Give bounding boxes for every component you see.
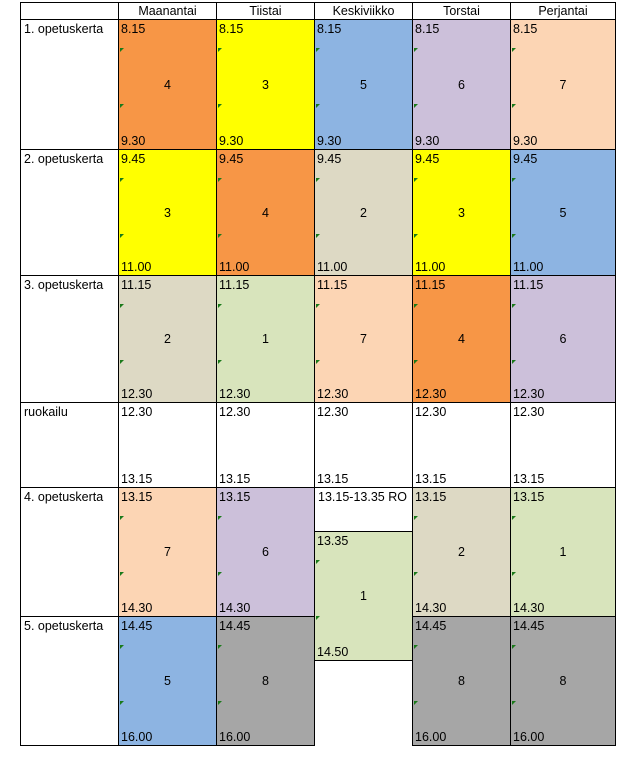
comment-marker-icon (218, 104, 222, 108)
slot-end-time: 16.00 (415, 730, 447, 744)
slot-start-time: 11.15 (121, 278, 152, 292)
slot-start-time: 13.15 (219, 490, 251, 504)
slot-fri-3 (510, 275, 616, 403)
comment-marker-icon (218, 48, 222, 52)
header-day-monday: Maanantai (118, 2, 217, 20)
comment-marker-icon (218, 178, 222, 182)
slot-tue-1 (216, 19, 315, 150)
slot-fri-lunch (510, 402, 616, 488)
comment-marker-icon (218, 645, 222, 649)
slot-group-number: 6 (458, 77, 465, 92)
slot-group-number: 7 (559, 77, 567, 92)
slot-end-time: 16.00 (219, 730, 251, 744)
slot-thu-4 (412, 487, 511, 617)
slot-end-time: 14.30 (121, 601, 153, 615)
slot-end-time: 16.00 (121, 730, 153, 744)
slot-start-time: 13.35 (317, 534, 349, 548)
slot-end-time: 9.30 (317, 134, 342, 148)
slot-start-time: 9.45 (219, 152, 244, 166)
comment-marker-icon (120, 234, 124, 238)
slot-end-time: 9.30 (219, 134, 244, 148)
slot-fri-5 (510, 616, 616, 746)
slot-tue-4 (216, 487, 315, 617)
slot-group-number: 6 (262, 545, 269, 559)
slot-end-time: 12.30 (415, 387, 447, 401)
slot-start-time: 8.15 (317, 22, 342, 36)
slot-end-time: 13.15 (513, 472, 545, 486)
comment-marker-icon (120, 304, 124, 308)
comment-marker-icon (512, 178, 516, 182)
comment-marker-icon (218, 701, 222, 705)
comment-marker-icon (316, 48, 320, 52)
slot-group-number: 2 (164, 332, 171, 346)
slot-mon-3 (118, 275, 217, 403)
header-day-thursday: Torstai (412, 2, 511, 20)
slot-group-number: 8 (458, 674, 465, 688)
slot-mon-2 (118, 149, 217, 276)
slot-group-number: 2 (360, 205, 367, 220)
slot-end-time: 13.15 (415, 472, 447, 486)
comment-marker-icon (414, 178, 418, 182)
header-day-tuesday: Tiistai (216, 2, 315, 20)
row-label-1: 1. opetuskerta (20, 19, 119, 150)
slot-start-time: 14.45 (219, 619, 251, 633)
comment-marker-icon (512, 48, 516, 52)
slot-thu-1 (412, 19, 511, 150)
comment-marker-icon (512, 572, 516, 576)
row-label-5: 5. opetuskerta (20, 616, 119, 746)
comment-marker-icon (414, 516, 418, 520)
slot-end-time: 13.15 (317, 472, 349, 486)
slot-start-time: 11.15 (513, 278, 544, 292)
slot-group-number: 5 (360, 77, 367, 92)
comment-marker-icon (512, 516, 516, 520)
row-label-2: 2. opetuskerta (20, 149, 119, 276)
slot-group-number: 7 (360, 332, 367, 346)
header-day-friday: Perjantai (510, 2, 616, 20)
comment-marker-icon (512, 304, 516, 308)
slot-start-time: 8.15 (513, 22, 538, 36)
slot-start-time: 8.15 (219, 22, 244, 36)
slot-start-time: 9.45 (513, 152, 538, 166)
slot-end-time: 11.00 (219, 260, 250, 274)
slot-start-time: 13.15 (513, 490, 545, 504)
slot-fri-4 (510, 487, 616, 617)
slot-tue-3 (216, 275, 315, 403)
slot-group-number: 4 (262, 205, 269, 220)
row-label-lunch: ruokailu (20, 402, 119, 488)
slot-end-time: 9.30 (513, 134, 538, 148)
slot-end-time: 14.50 (317, 645, 349, 659)
slot-start-time: 12.30 (121, 405, 153, 419)
slot-group-number: 1 (559, 545, 567, 559)
slot-start-time: 9.45 (415, 152, 440, 166)
slot-group-number: 3 (262, 77, 269, 92)
comment-marker-icon (120, 360, 124, 364)
comment-marker-icon (120, 701, 124, 705)
row-label-4: 4. opetuskerta (20, 487, 119, 617)
slot-end-time: 11.00 (415, 260, 446, 274)
comment-marker-icon (512, 360, 516, 364)
slot-end-time: 14.30 (219, 601, 251, 615)
comment-marker-icon (512, 234, 516, 238)
comment-marker-icon (414, 360, 418, 364)
slot-end-time: 14.30 (513, 601, 545, 615)
slot-wed-4 (314, 531, 413, 661)
slot-group-number: 5 (164, 674, 171, 688)
slot-tue-2 (216, 149, 315, 276)
slot-group-number: 1 (360, 589, 367, 603)
slot-start-time: 13.15 (121, 490, 153, 504)
slot-start-time: 14.45 (513, 619, 545, 633)
slot-end-time: 11.00 (317, 260, 348, 274)
comment-marker-icon (414, 104, 418, 108)
header-day-wednesday: Keskiviikko (314, 2, 413, 20)
slot-start-time: 11.15 (415, 278, 446, 292)
comment-marker-icon (414, 645, 418, 649)
slot-wed-3 (314, 275, 413, 403)
comment-marker-icon (316, 560, 320, 564)
slot-start-time: 9.45 (121, 152, 146, 166)
slot-group-number: 7 (164, 545, 171, 559)
slot-mon-5 (118, 616, 217, 746)
slot-start-time: 13.15 (415, 490, 447, 504)
slot-end-time: 13.15 (121, 472, 153, 486)
slot-end-time: 9.30 (121, 134, 146, 148)
slot-end-time: 11.00 (513, 260, 544, 274)
slot-end-time: 12.30 (121, 387, 153, 401)
slot-end-time: 13.15 (219, 472, 251, 486)
comment-marker-icon (218, 360, 222, 364)
slot-end-time: 12.30 (317, 387, 349, 401)
slot-group-number: 1 (262, 332, 269, 346)
comment-marker-icon (120, 48, 124, 52)
slot-end-time: 12.30 (513, 387, 545, 401)
slot-group-number: 6 (559, 332, 567, 346)
comment-marker-icon (218, 516, 222, 520)
comment-marker-icon (316, 234, 320, 238)
slot-thu-lunch (412, 402, 511, 488)
slot-wed-lunch (314, 402, 413, 488)
slot-group-number: 4 (164, 77, 171, 92)
comment-marker-icon (120, 572, 124, 576)
slot-wed-1 (314, 19, 413, 150)
comment-marker-icon (512, 104, 516, 108)
slot-thu-5 (412, 616, 511, 746)
slot-start-time: 8.15 (415, 22, 440, 36)
slot-start-time: 12.30 (513, 405, 545, 419)
slot-group-number: 3 (164, 205, 171, 220)
slot-group-number: 4 (458, 332, 465, 346)
comment-marker-icon (414, 304, 418, 308)
comment-marker-icon (218, 304, 222, 308)
comment-marker-icon (120, 516, 124, 520)
slot-start-time: 12.30 (415, 405, 447, 419)
comment-marker-icon (414, 701, 418, 705)
slot-start-time: 14.45 (121, 619, 153, 633)
slot-group-number: 5 (559, 205, 567, 220)
slot-fri-2 (510, 149, 616, 276)
slot-group-number: 8 (559, 674, 567, 688)
row-label-3: 3. opetuskerta (20, 275, 119, 403)
slot-end-time: 16.00 (513, 730, 545, 744)
slot-wed-2 (314, 149, 413, 276)
comment-marker-icon (120, 178, 124, 182)
comment-marker-icon (316, 360, 320, 364)
comment-marker-icon (316, 616, 320, 620)
comment-marker-icon (414, 48, 418, 52)
header-corner (20, 2, 119, 20)
slot-thu-2 (412, 149, 511, 276)
slot-end-time: 14.30 (415, 601, 447, 615)
comment-marker-icon (316, 178, 320, 182)
slot-start-time: 14.45 (415, 619, 447, 633)
slot-start-time: 11.15 (317, 278, 348, 292)
comment-marker-icon (512, 645, 516, 649)
slot-fri-1 (510, 19, 616, 150)
comment-marker-icon (414, 234, 418, 238)
wednesday-break-note: 13.15-13.35 RO (314, 487, 413, 532)
slot-start-time: 11.15 (219, 278, 250, 292)
comment-marker-icon (120, 645, 124, 649)
slot-group-number: 3 (458, 205, 465, 220)
slot-start-time: 9.45 (317, 152, 342, 166)
slot-end-time: 12.30 (219, 387, 251, 401)
slot-mon-4 (118, 487, 217, 617)
slot-start-time: 8.15 (121, 22, 146, 36)
comment-marker-icon (316, 104, 320, 108)
slot-group-number: 8 (262, 674, 269, 688)
comment-marker-icon (218, 234, 222, 238)
slot-tue-5 (216, 616, 315, 746)
slot-mon-1 (118, 19, 217, 150)
slot-start-time: 12.30 (317, 405, 349, 419)
comment-marker-icon (414, 572, 418, 576)
comment-marker-icon (512, 701, 516, 705)
slot-tue-lunch (216, 402, 315, 488)
comment-marker-icon (316, 304, 320, 308)
slot-end-time: 11.00 (121, 260, 152, 274)
comment-marker-icon (120, 104, 124, 108)
slot-end-time: 9.30 (415, 134, 440, 148)
comment-marker-icon (218, 572, 222, 576)
slot-thu-3 (412, 275, 511, 403)
slot-start-time: 12.30 (219, 405, 251, 419)
slot-mon-lunch (118, 402, 217, 488)
slot-group-number: 2 (458, 545, 465, 559)
